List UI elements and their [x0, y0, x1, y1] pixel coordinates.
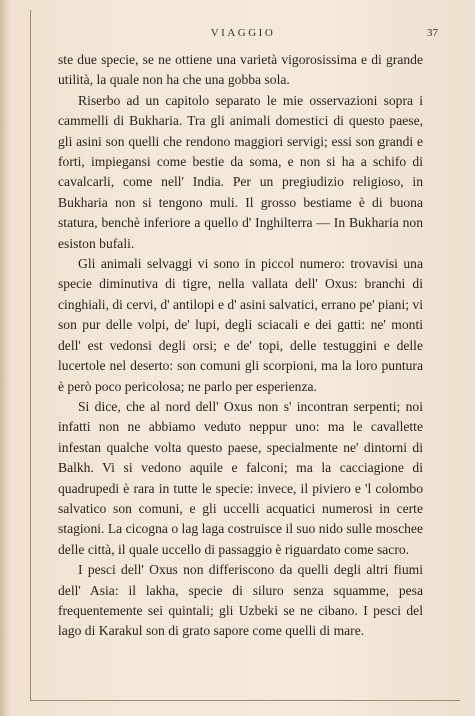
paragraph: I pesci dell' Oxus non differiscono da quelli degli altri fiumi dell' Asia: il lakha, specie di siluro senza squamme, pesa frequentemente sei quintali; gli Uzbeki se ne cibano. I pesci del lago di Karakul son di grato sapore come quelli di mare.: [58, 562, 423, 639]
page-header: [48, 27, 438, 45]
paragraph: Riserbo ad un capitolo separato le mie osservazioni sopra i cammelli di Bukharia. Tra gli animali domestici di questo paese, gli asini son quelli che rendono maggiori servigi; essi son grandi e forti, impiegansi come bestie da soma, e non si ha a schifo di cavalcarli, come nell' India. Per un pregiudizio religioso, in Bukharia non si tengono muli. Il grosso bestiame è di buona statura, benchè inferiore a quello d' Inghilterra — In Bukharia non esiston bufali.: [58, 92, 423, 251]
body-text: [58, 50, 423, 642]
left-margin-rule: [30, 10, 31, 700]
paragraph: Gli animali selvaggi vi sono in piccol numero: trovavisi una specie diminutiva di tigre, nella vallata dell' Oxus: branchi di cinghiali, di cervi, d' antilopi e d' asini salvatici, errano pe' piani; vi son pur delle volpi, de' lupi, degli sciacali e dei gatti: ne' monti dell' est vedonsi degli orsi; e de' topi, delle testuggini e delle lucertole nel deserto: son comuni gli scorpioni, ma la loro puntura è però poco pericolosa; ne parlo per esperienza.: [58, 256, 423, 394]
paragraph: ste due specie, se ne ottiene una varietà vigorosissima e di grande utilità, la quale non ha che una gobba sola.: [58, 52, 423, 88]
book-gutter: [0, 0, 10, 716]
bottom-margin-rule: [30, 700, 460, 701]
running-head: VIAGGIO: [210, 27, 276, 39]
paragraph: Si dice, che al nord dell' Oxus non s' incontran serpenti; noi infatti non ne abbiamo veduto neppur uno: ma le cavallette infestan qualche volta questo paese, specialmente ne' dintorni di Balkh. Vi si vedono aquile e falconi; ma la cacciagione di quadrupedi è rara in tutte le specie: invece, il piviero e 'l colombo salvatico son comuni, e gli uccelli acquatici numerosi in certe stagioni. La cicogna o lag laga costruisce il suo nido sulle moschee delle città, il quale uccello di passaggio è riguardato come sacro.: [58, 398, 423, 557]
page-number: 37: [427, 27, 438, 39]
